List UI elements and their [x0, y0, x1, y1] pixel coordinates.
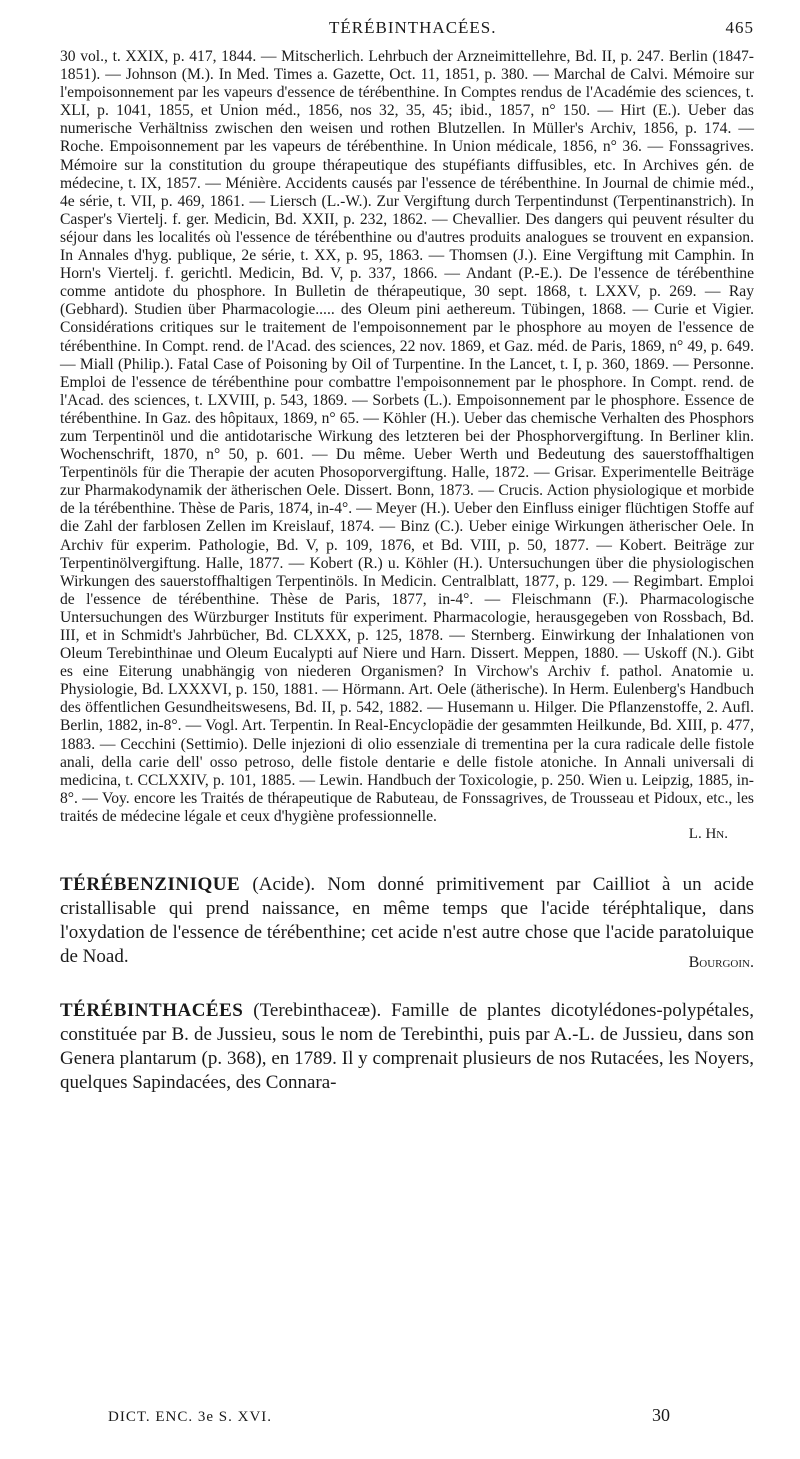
entry-signature: Bourgoin. — [688, 954, 754, 972]
running-header — [60, 18, 754, 48]
footer-sheet-number: 30 — [652, 1405, 670, 1425]
page-footer — [108, 1405, 670, 1426]
dictionary-entry — [60, 873, 754, 972]
page-number: 465 — [725, 18, 754, 37]
bibliography-signature: L. Hn. — [688, 826, 728, 843]
entry-body: (Acide). Nom donné primitivement par Cailliot à un acide cristallisable qui prend naissance, en même temps que l'acide téréphtalique, dans l'oxydation de l'essence de térébenthine; cet acide n'est autre chose que l'acide paratoluique de Noad. — [60, 874, 754, 968]
entry-headword: TÉRÉBENZINIQUE — [60, 874, 241, 896]
bibliography-paragraph: 30 vol., t. XXIX, p. 417, 1844. — Mitscherlich. Lehrbuch der Arzneimittellehre, Bd. II, p. 247. Berlin (1847-1851). — Johnson (M.). In Med. Times a. Gazette, Oct. 11, 1851, p. 380. — Marchal de Calvi. Mémoire sur l'empoisonnement par les vapeurs d'essence de térébenthine. In Comptes rendus de l'Académie des sciences, t. XLI, p. 1041, 1855, et Union méd., 1856, nos 32, 35, 45; ibid., 1857, n° 150. — Hirt (E.). Ueber das numerische Verhältniss zwischen den weisen und rothen Blutzellen. In Müller's Archiv, 1856, p. 174. — Roche. Empoisonnement par les vapeurs de térébenthine. In Union médicale, 1856, n° 36. — Fonssagrives. Mémoire sur la constitution du groupe thérapeutique des stupéfiants diffusibles, etc. In Archives gén. de médecine, t. IX, 1857. — Ménière. Accidents causés par l'essence de térébenthine. In Journal de chimie méd., 4e série, t. VII, p. 469, 1861. — Liersch (L.-W.). Zur Vergiftung durch Terpentindunst (Terpentinanstrich). In Casper's Viertelj. f. ger. Medicin, Bd. XXII, p. 232, 1862. — Chevallier. Des dangers qui peuvent résulter du séjour dans les localités où l'essence de térébenthine ou d'autres produits analogues se trouvent en expansion. In Annales d'hyg. publique, 2e série, t. XX, p. 95, 1863. — Thomsen (J.). Eine Vergiftung mit Camphin. In Horn's Viertelj. f. gerichtl. Medicin, Bd. V, p. 337, 1866. — Andant (P.-E.). De l'essence de térébenthine comme antidote du phosphore. In Bulletin de thérapeutique, 30 sept. 1868, t. LXXV, p. 269. — Ray (Gebhard). Studien über Pharmacologie..... des Oleum pini aethereum. Tübingen, 1868. — Curie et Vigier. Considérations critiques sur le traitement de l'empoisonnement par le phosphore au moyen de l'essence de térébenthine. In Compt. rend. de l'Acad. des sciences, 22 nov. 1869, et Gaz. méd. de Paris, 1869, n° 49, p. 649. — Miall (Philip.). Fatal Case of Poisoning by Oil of Turpentine. In the Lancet, t. I, p. 360, 1869. — Personne. Emploi de l'essence de térébenthine pour combattre l'empoisonnement par le phosphore. In Compt. rend. de l'Acad. des sciences, t. LXVIII, p. 543, 1869. — Sorbets (L.). Empoisonnement par le phosphore. Essence de térébenthine. In Gaz. des hôpitaux, 1869, n° 65. — Köhler (H.). Ueber das chemische Verhalten des Phosphors zum Terpentinöl und die antidotarische Wirkung des letzteren bei der Phosphorvergiftung. In Berliner klin. Wochenschrift, 1870, n° 50, p. 601. — Du même. Ueber Werth und Bedeutung des sauerstoffhaltigen Terpentinöls für die Therapie der acuten Phosoporvergiftung. Halle, 1872. — Grisar. Experimentelle Beiträge zur Pharmakodynamik der ätherischen Oele. Dissert. Bonn, 1873. — Crucis. Action physiologique et morbide de la térébenthine. Thèse de Paris, 1874, in-4°. — Meyer (H.). Ueber den Einfluss einiger flüchtigen Stoffe auf die Zahl der farblosen Zellen im Kreislauf, 1874. — Binz (C.). Ueber einige Wirkungen ätherischer Oele. In Archiv für experim. Pathologie, Bd. V, p. 109, 1876, et Bd. VIII, p. 50, 1877. — Kobert. Beiträge zur Terpentinölvergiftung. Halle, 1877. — Kobert (R.) u. Köhler (H.). Untersuchungen über die physiologischen Wirkungen des sauerstoffhaltigen Terpentinöls. In Medicin. Centralblatt, 1877, p. 129. — Regimbart. Emploi de l'essence de térébenthine. Thèse de Paris, 1877, in-4°. — Fleischmann (F.). Pharmacologische Untersuchungen des Würzburger Instituts für experiment. Pharmacologie, herausgegeben von Rossbach, Bd. III, et in Schmidt's Jahrbücher, Bd. CLXXX, p. 125, 1878. — Sternberg. Einwirkung der Inhalationen von Oleum Terebinthinae und Oleum Eucalypti auf Niere und Harn. Dissert. Meppen, 1880. — Uskoff (N.). Gibt es eine Eiterung unabhängig von niederen Organismen? In Virchow's Archiv f. pathol. Anatomie u. Physiologie, Bd. LXXXVI, p. 150, 1881. — Hörmann. Art. Oele (ätherische). In Herm. Eulenberg's Handbuch des öffentlichen Gesundheitswesens, Bd. II, p. 542, 1882. — Husemann u. Hilger. Die Pflanzenstoffe, 2. Aufl. Berlin, 1882, in-8°. — Vogl. Art. Terpentin. In Real-Encyclopädie der gesammten Heilkunde, Bd. XIII, p. 477, 1883. — Cecchini (Settimio). Delle injezioni di olio essenziale di trementina per la cura radicale delle fistole anali, della carie dell' osso petroso, delle fistole dentarie e delle fistole atoniche. In Annali universali di medicina, t. CCLXXIV, p. 101, 1885. — Lewin. Handbuch der Toxicologie, p. 250. Wien u. Leipzig, 1885, in-8°. — Voy. encore les Traités de thérapeutique de Rabuteau, de Fonssagrives, de Trousseau et Pidoux, etc., les traités de médecine légale et ceux d'hygiène professionnelle. — [60, 48, 754, 825]
bibliography-block — [60, 48, 754, 826]
dictionary-entry — [60, 999, 754, 1095]
running-title: TÉRÉBINTHACÉES. — [328, 18, 497, 37]
footer-series: DICT. ENC. 3e S. XVI. — [108, 1409, 273, 1425]
entry-headword: TÉRÉBINTHACÉES — [60, 1000, 244, 1022]
entry-body: (Terebinthaceæ). Famille de plantes dicotylédones-polypétales, constituée par B. de Jussieu, sous le nom de Terebinthi, puis par A.-L. de Jussieu, dans son Genera plantarum (p. 368), en 1789. Il y comprenait plusieurs de nos Rutacées, les Noyers, quelques Sapindacées, des Connara- — [60, 1000, 754, 1094]
